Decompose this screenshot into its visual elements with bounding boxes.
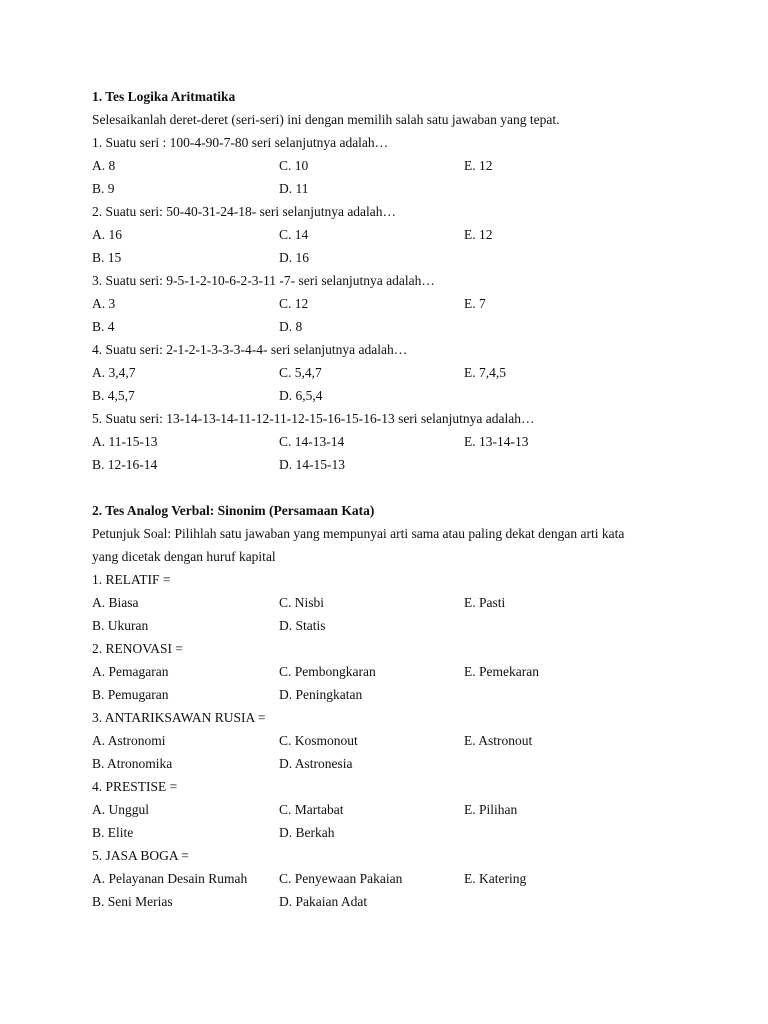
option-c: C. Penyewaan Pakaian (279, 871, 403, 886)
option-d: D. Pakaian Adat (279, 894, 368, 909)
option-c: C. Pembongkaran (279, 664, 376, 679)
s1-question-1: 1. Suatu seri : 100-4-90-7-80 seri selanjutnya adalah… (92, 135, 389, 150)
document-page (92, 85, 692, 913)
section-1-title: 1. Tes Logika Aritmatika (92, 89, 236, 104)
s2-question-2: 2. RENOVASI = (92, 641, 183, 656)
s2-q2-options-row-1 (92, 660, 692, 683)
option-c: C. 10 (279, 158, 309, 173)
option-d: D. 6,5,4 (279, 388, 323, 403)
option-c: C. Kosmonout (279, 733, 358, 748)
s1-q2-options-row-2 (92, 246, 692, 269)
option-c: C. 14-13-14 (279, 434, 345, 449)
s1-question-3: 3. Suatu seri: 9-5-1-2-10-6-2-3-11 -7- seri selanjutnya adalah… (92, 273, 435, 288)
s2-q4-options-row-2 (92, 821, 692, 844)
s2-question-3: 3. ANTARIKSAWAN RUSIA = (92, 710, 266, 725)
option-b: B. 9 (92, 181, 115, 196)
option-a: A. Astronomi (92, 733, 166, 748)
option-c: C. 14 (279, 227, 309, 242)
section-2-title: 2. Tes Analog Verbal: Sinonim (Persamaan Kata) (92, 503, 375, 518)
option-e: E. 13-14-13 (464, 434, 529, 449)
option-d: D. 8 (279, 319, 303, 334)
option-b: B. 12-16-14 (92, 457, 158, 472)
option-e: E. 7,4,5 (464, 365, 506, 380)
s1-q5-options-row-2 (92, 453, 692, 476)
s1-q4-options-row-1 (92, 361, 692, 384)
option-a: A. Unggul (92, 802, 149, 817)
s2-q1-options-row-1 (92, 591, 692, 614)
section-2-instruction-line-1: Petunjuk Soal: Pilihlah satu jawaban yang mempunyai arti sama atau paling dekat dengan arti kata (92, 526, 625, 541)
s2-q5-options-row-2 (92, 890, 692, 913)
option-e: E. 7 (464, 296, 486, 311)
option-b: B. Pemugaran (92, 687, 169, 702)
s2-question-4: 4. PRESTISE = (92, 779, 178, 794)
s1-q1-options-row-2 (92, 177, 692, 200)
option-e: E. 12 (464, 227, 493, 242)
s1-question-5: 5. Suatu seri: 13-14-13-14-11-12-11-12-15-16-15-16-13 seri selanjutnya adalah… (92, 411, 535, 426)
option-d: D. Astronesia (279, 756, 353, 771)
option-a: A. 8 (92, 158, 116, 173)
s2-question-5: 5. JASA BOGA = (92, 848, 189, 863)
option-d: D. 14-15-13 (279, 457, 345, 472)
option-b: B. Seni Merias (92, 894, 173, 909)
option-a: A. 16 (92, 227, 122, 242)
option-b: B. Ukuran (92, 618, 149, 633)
s1-q3-options-row-2 (92, 315, 692, 338)
s2-q3-options-row-2 (92, 752, 692, 775)
option-e: E. Pasti (464, 595, 506, 610)
s2-q3-options-row-1 (92, 729, 692, 752)
s2-q1-options-row-2 (92, 614, 692, 637)
option-e: E. Katering (464, 871, 527, 886)
s1-q4-options-row-2 (92, 384, 692, 407)
s2-q5-options-row-1 (92, 867, 692, 890)
s2-q4-options-row-1 (92, 798, 692, 821)
option-d: D. Peningkatan (279, 687, 363, 702)
section-spacer (92, 476, 692, 499)
section-2-instruction-line-2: yang dicetak dengan huruf kapital (92, 549, 276, 564)
option-a: A. 11-15-13 (92, 434, 158, 449)
option-d: D. Berkah (279, 825, 335, 840)
option-e: E. Pilihan (464, 802, 518, 817)
option-e: E. Astronout (464, 733, 533, 748)
option-a: A. Pemagaran (92, 664, 169, 679)
option-c: C. 12 (279, 296, 309, 311)
option-c: C. Nisbi (279, 595, 325, 610)
option-c: C. 5,4,7 (279, 365, 322, 380)
option-d: D. 16 (279, 250, 309, 265)
option-a: A. 3,4,7 (92, 365, 136, 380)
s1-q3-options-row-1 (92, 292, 692, 315)
option-a: A. Biasa (92, 595, 139, 610)
option-b: B. 15 (92, 250, 122, 265)
s1-q1-options-row-1 (92, 154, 692, 177)
option-a: A. 3 (92, 296, 116, 311)
option-b: B. 4,5,7 (92, 388, 135, 403)
section-1-instruction: Selesaikanlah deret-deret (seri-seri) ini dengan memilih salah satu jawaban yang tepat. (92, 112, 560, 127)
s1-question-4: 4. Suatu seri: 2-1-2-1-3-3-3-4-4- seri selanjutnya adalah… (92, 342, 408, 357)
s1-question-2: 2. Suatu seri: 50-40-31-24-18- seri selanjutnya adalah… (92, 204, 397, 219)
option-a: A. Pelayanan Desain Rumah (92, 871, 248, 886)
option-d: D. Statis (279, 618, 326, 633)
s2-question-1: 1. RELATIF = (92, 572, 171, 587)
s1-q5-options-row-1 (92, 430, 692, 453)
option-d: D. 11 (279, 181, 309, 196)
option-b: B. Elite (92, 825, 134, 840)
s2-q2-options-row-2 (92, 683, 692, 706)
option-e: E. Pemekaran (464, 664, 539, 679)
option-b: B. Atronomika (92, 756, 173, 771)
option-e: E. 12 (464, 158, 493, 173)
option-c: C. Martabat (279, 802, 344, 817)
s1-q2-options-row-1 (92, 223, 692, 246)
option-b: B. 4 (92, 319, 115, 334)
